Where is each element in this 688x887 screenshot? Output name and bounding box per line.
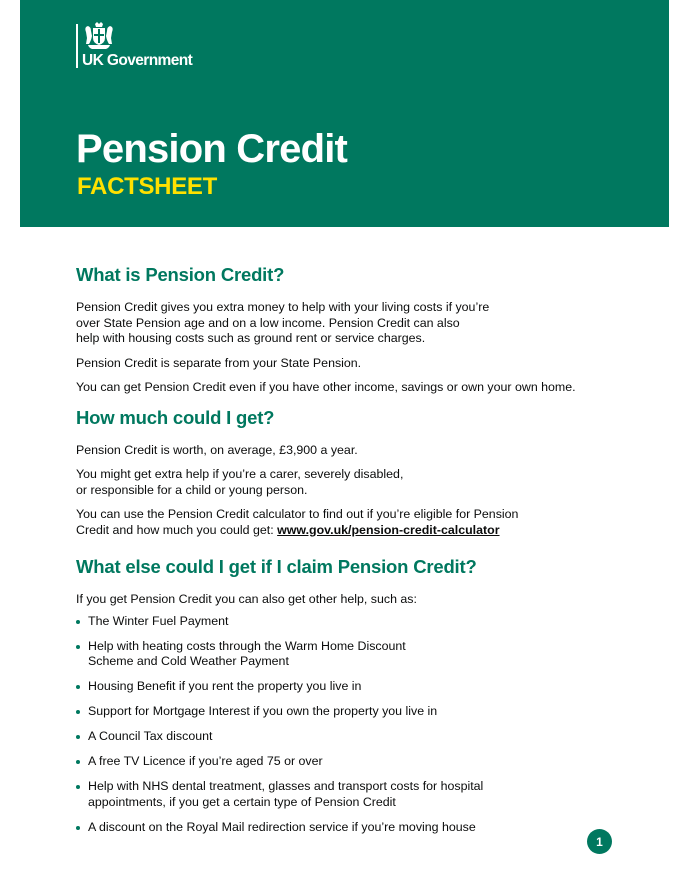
- text-line: Pension Credit gives you extra money to help with your living costs if you’re: [76, 300, 490, 314]
- list-item: [76, 729, 636, 745]
- page-title: Pension Credit: [76, 127, 348, 171]
- bullet-icon: [76, 785, 80, 789]
- list-item: [76, 614, 636, 630]
- text-line: You might get extra help if you’re a carer, severely disabled,: [76, 467, 404, 481]
- bullet-icon: [76, 735, 80, 739]
- text-line: over State Pension age and on a low income. Pension Credit can also: [76, 315, 460, 330]
- section-how-much: [76, 405, 636, 539]
- text-line: or responsible for a child or young person.: [76, 482, 308, 497]
- section-what-is: [76, 262, 636, 396]
- paragraph: If you get Pension Credit you can also get other help, such as:: [76, 592, 417, 606]
- header-banner: [20, 0, 669, 227]
- list-item: [76, 820, 636, 836]
- text-line: Credit and how much you could get:: [76, 522, 274, 537]
- section-heading: What else could I get if I claim Pension Credit?: [76, 556, 477, 577]
- list-item: [76, 639, 636, 670]
- section-heading: What is Pension Credit?: [76, 264, 285, 285]
- paragraph: Pension Credit is worth, on average, £3,900 a year.: [76, 442, 358, 457]
- bullet-icon: [76, 645, 80, 649]
- text-line: help with housing costs such as ground rent or service charges.: [76, 331, 426, 345]
- list-item-text: The Winter Fuel Payment: [88, 613, 229, 628]
- list-item-text: Support for Mortgage Interest if you own the property you live in: [88, 704, 438, 718]
- paragraph: [76, 467, 636, 498]
- list-item-text: Help with heating costs through the Warm Home Discount: [88, 638, 406, 653]
- bullet-icon: [76, 760, 80, 764]
- main-content: [76, 262, 636, 845]
- royal-coat-of-arms-icon: [82, 22, 116, 50]
- text-line: You can use the Pension Credit calculator to find out if you’re eligible for Pension: [76, 507, 519, 521]
- paragraph: Pension Credit is separate from your State Pension.: [76, 355, 362, 370]
- bullet-icon: [76, 685, 80, 689]
- section-heading: How much could I get?: [76, 406, 275, 428]
- benefits-list: [76, 614, 636, 836]
- page-number-badge: 1: [587, 829, 612, 854]
- section-what-else: [76, 554, 636, 835]
- page-subtitle: FACTSHEET: [77, 173, 217, 200]
- list-item-text: Housing Benefit if you rent the property you live in: [88, 679, 362, 693]
- bullet-icon: [76, 620, 80, 624]
- org-name: UK Government: [82, 52, 193, 69]
- list-item-text: appointments, if you get a certain type of Pension Credit: [88, 794, 396, 809]
- list-item: [76, 704, 636, 720]
- list-item: [76, 754, 636, 770]
- list-item: [76, 679, 636, 695]
- list-item-text: Help with NHS dental treatment, glasses and transport costs for hospital: [88, 779, 484, 793]
- logo-divider: [76, 24, 78, 68]
- paragraph: [76, 300, 636, 347]
- bullet-icon: [76, 710, 80, 714]
- list-item: [76, 779, 636, 810]
- list-item-text: A free TV Licence if you’re aged 75 or over: [88, 754, 323, 768]
- list-item-text: A Council Tax discount: [88, 729, 213, 743]
- bullet-icon: [76, 826, 80, 830]
- pension-credit-calculator-link[interactable]: www.gov.uk/pension-credit-calculator: [277, 522, 500, 537]
- list-item-text: A discount on the Royal Mail redirection service if you’re moving house: [88, 819, 476, 834]
- list-item-text: Scheme and Cold Weather Payment: [88, 654, 289, 668]
- paragraph: [76, 507, 636, 538]
- paragraph: You can get Pension Credit even if you have other income, savings or own your own home.: [76, 380, 576, 394]
